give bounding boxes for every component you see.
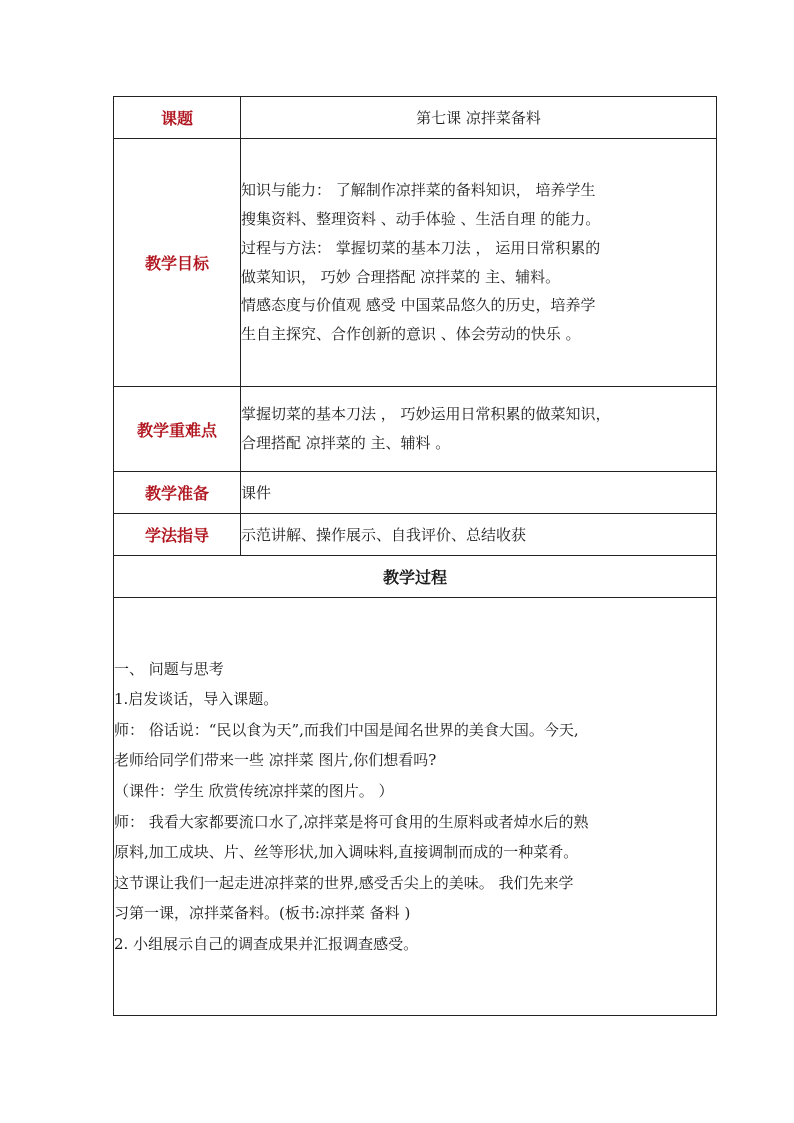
- process-line: 一、 问题与思考: [114, 659, 224, 678]
- title-label: 课题: [114, 97, 241, 139]
- row-preparation: [114, 472, 717, 514]
- goals-line: 情感态度与价值观 感受 中国菜品悠久的历史，培养学: [241, 296, 596, 315]
- row-title: [114, 97, 717, 139]
- row-process: [114, 598, 717, 1016]
- process-line: 习第一课，凉拌菜备料。(板书:凉拌菜 备料 ): [114, 904, 411, 923]
- process-heading: 教学过程: [114, 556, 717, 598]
- process-line: 老师给同学们带来一些 凉拌菜 图片,你们想看吗?: [114, 751, 437, 770]
- method-value: 示范讲解、操作展示、自我评价、总结收获: [241, 514, 717, 556]
- process-content: [114, 598, 717, 1016]
- key-points-content: [241, 387, 717, 472]
- process-line: 原料,加工成块、片、丝等形状,加入调味料,直接调制而成的一种菜肴。: [114, 843, 579, 862]
- process-line: 师： 我看大家都要流口水了,凉拌菜是将可食用的生原料或者焯水后的熟: [114, 812, 589, 831]
- title-value: 第七课 凉拌菜备料: [241, 97, 717, 139]
- goals-label: 教学目标: [114, 139, 241, 387]
- key-points-line: 掌握切菜的基本刀法 ， 巧妙运用日常积累的做菜知识，: [241, 405, 611, 424]
- goals-line: 做菜知识， 巧妙 合理搭配 凉拌菜的 主、辅料。: [241, 267, 561, 286]
- key-points-line: 合理搭配 凉拌菜的 主、辅料 。: [241, 434, 451, 452]
- process-line: 2. 小组展示自己的调查成果并汇报调查感受。: [114, 934, 419, 953]
- process-line: 1.启发谈话，导入课题。: [114, 690, 279, 709]
- goals-line: 生自主探究、合作创新的意识 、体会劳动的快乐 。: [241, 324, 581, 343]
- method-label: 学法指导: [114, 514, 241, 556]
- preparation-value: 课件: [241, 472, 717, 514]
- row-method: [114, 514, 717, 556]
- key-points-label: 教学重难点: [114, 387, 241, 472]
- goals-content: [241, 139, 717, 387]
- process-line: （课件：学生 欣赏传统凉拌菜的图片。 ）: [114, 781, 394, 800]
- goals-line: 过程与方法： 掌握切菜的基本刀法 ， 运用日常积累的: [241, 238, 601, 257]
- row-key-points: [114, 387, 717, 472]
- preparation-label: 教学准备: [114, 472, 241, 514]
- process-line: 这节课让我们一起走进凉拌菜的世界,感受舌尖上的美味。 我们先来学: [114, 873, 574, 892]
- row-process-heading: [114, 556, 717, 598]
- row-goals: [114, 139, 717, 387]
- goals-line: 搜集资料、整理资料 、动手体验 、生活自理 的能力。: [241, 210, 601, 229]
- goals-line: 知识与能力： 了解制作凉拌菜的备料知识， 培养学生: [241, 181, 596, 200]
- process-line: 师： 俗话说：“民以食为天”,而我们中国是闻名世界的美食大国。今天,: [114, 720, 579, 739]
- lesson-plan-table: [113, 96, 717, 1016]
